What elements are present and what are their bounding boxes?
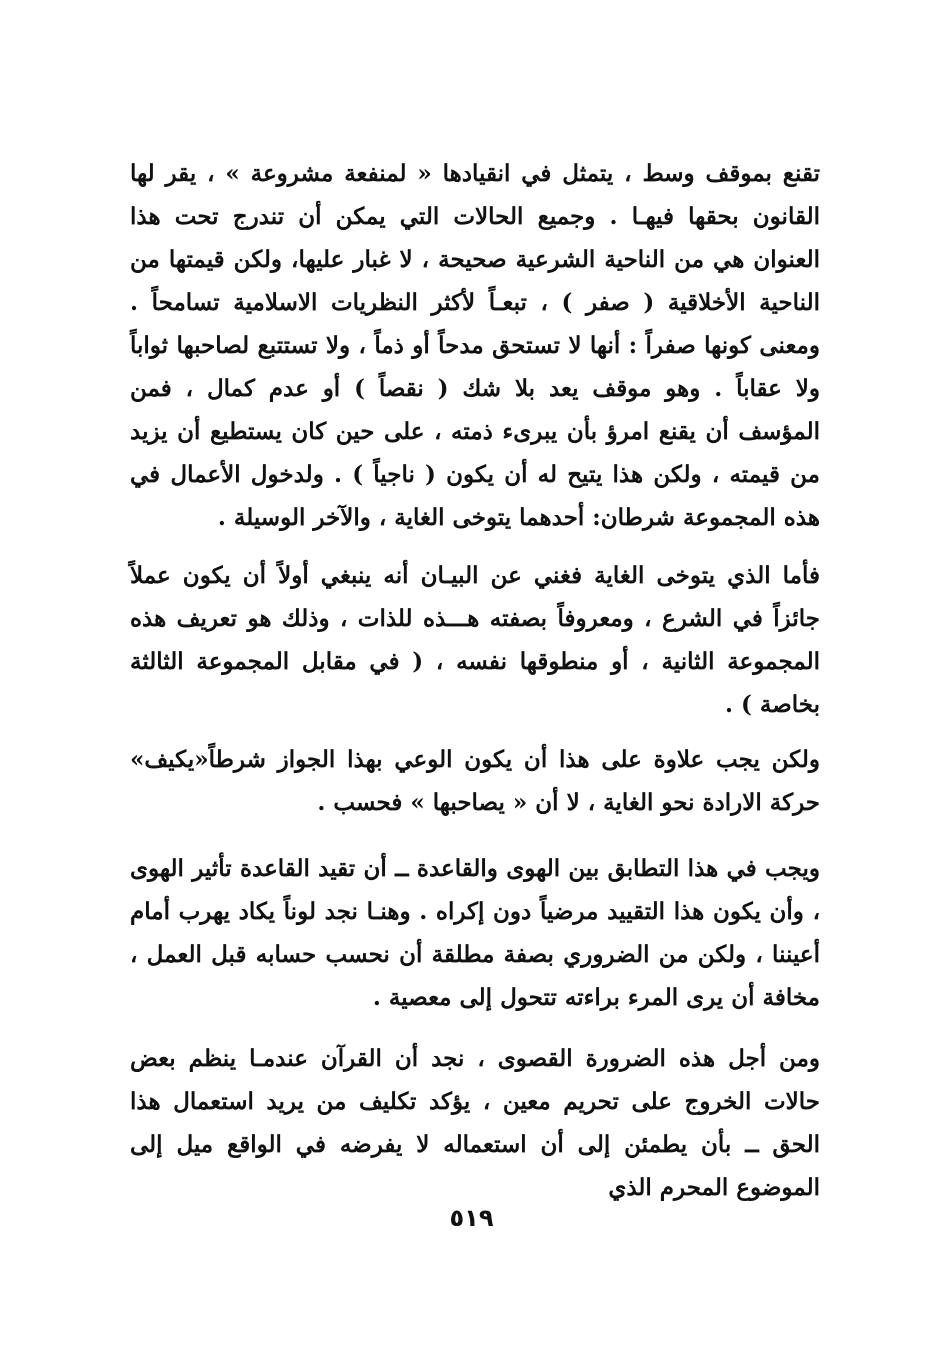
paragraph-3-text: ولكن يجب علاوة على هذا أن يكون الوعي بهذا الجواز شرطاً«يكيف» حركة الارادة نحو الغاية ، لا أن « يصاحبها » فحسب .: [130, 746, 820, 816]
paragraph-5-text: ومن أجل هذه الضرورة القصوى ، نجد أن القرآن عندمـا ينظم بعض حالات الخروج على تحريم معين ، يؤكد تكليف من يريد استعمال هذا الحق ــ بأن يطمئن إلى أن استعماله لا يفرضه في الواقع ميل إلى الموضوع المحرم الذي: [130, 1045, 820, 1201]
paragraph-4: [130, 847, 820, 1019]
paragraph-3: [130, 738, 820, 824]
paragraph-4-text: ويجب في هذا التطابق بين الهوى والقاعدة ــ أن تقيد القاعدة تأثير الهوى ، وأن يكون هذا التقييد مرضياً دون إكراه . وهنـا نجد لوناً يكاد يهرب أمام أعيننا ، ولكن من الضروري بصفة مطلقة أن نحسب حسابه قبل العمل ، مخافة أن يرى المرء براءته تتحول إلى معصية .: [130, 855, 820, 1011]
page-number: ٥١٩: [449, 1204, 494, 1232]
paragraph-1: [130, 152, 820, 539]
paragraph-5: [130, 1037, 820, 1209]
paragraph-1-text: تقنع بموقف وسط ، يتمثل في انقيادها « لمنفعة مشروعة » ، يقر لها القانون بحقها فيهـا . وجميع الحالات التي يمكن أن تندرج تحت هذا العنوان هي من الناحية الشرعية صحيحة ، لا غبار عليها، ولكن قيمتها من الناحية الأخلاقية ( صفر ) ، تبعـاً لأكثر النظريات الاسلامية تسامحاً . ومعنى كونها صفراً : أنها لا تستحق مدحاً أو ذماً ، ولا تستتبع لصاحبها ثواباً ولا عقاباً . وهو موقف يعد بلا شك ( نقصاً ) أو عدم كمال ، فمن المؤسف أن يقنع امرؤ بأن يبرىء ذمته ، على حين كان يستطيع أن يزيد من قيمته ، ولكن هذا يتيح له أن يكون ( ناجياً ) . ولدخول الأعمال في هذه المجموعة شرطان: أحدهما يتوخى الغاية ، والآخر الوسيلة .: [130, 160, 820, 531]
paragraph-2-text: فأما الذي يتوخى الغاية فغني عن البيـان أنه ينبغي أولاً أن يكون عملاً جائزاً في الشرع ، ومعروفاً بصفته هـــذه للذات ، وذلك هو تعريف هذه المجموعة الثانية ، أو منطوقها نفسه ، ( في مقابل المجموعة الثالثة بخاصة ) .: [130, 562, 820, 718]
paragraph-2: [130, 554, 820, 726]
